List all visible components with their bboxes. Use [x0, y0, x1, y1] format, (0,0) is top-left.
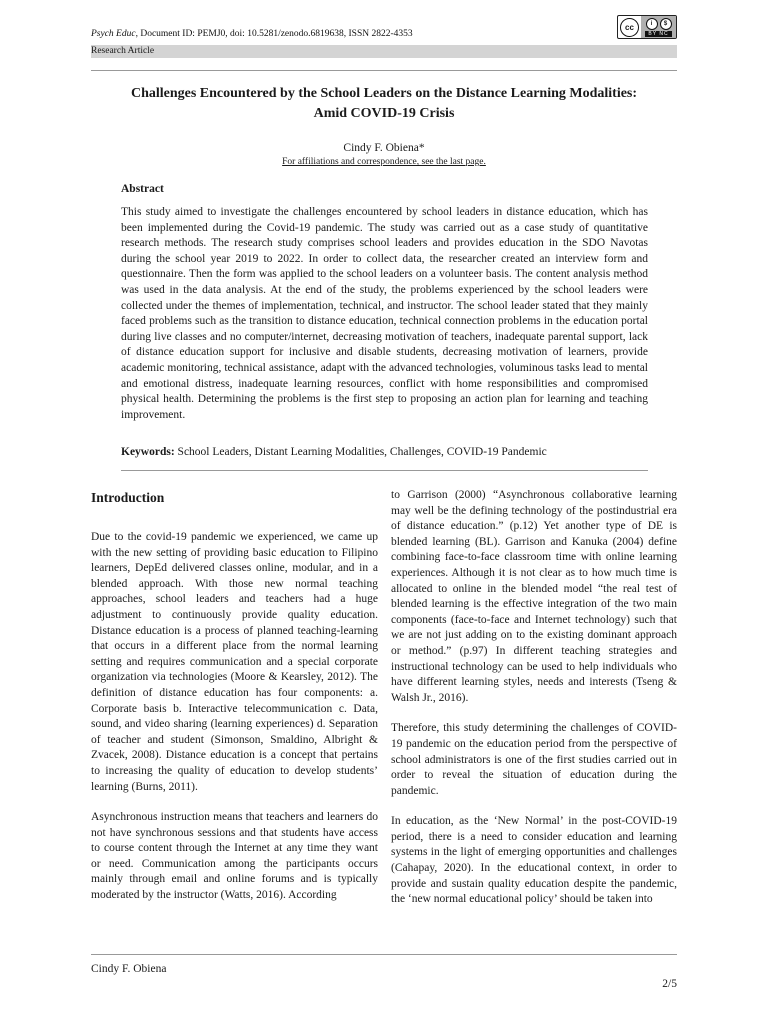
paragraph: Asynchronous instruction means that teachers and learners do not have synchronous sessions and that students have access to course content through the Internet at any time they want or need. Communication among the participants occurs mainly through email and online forums and is typically moderated by the instructor (Watts, 2016). According	[91, 811, 378, 902]
paper-title-line-2: Amid COVID-19 Crisis	[313, 106, 455, 121]
abstract-body: This study aimed to investigate the challenges encountered by school leaders in distance education, which has been implemented during the Covid-19 pandemic. The study was carried out as a case study of quantitative research methods. The research study comprises school leaders and provides education in the SDO Navotas during the school year 2019 to 2022. In order to collect data, the researcher created an interview form and questionnaire. Then the form was applied to the school leaders on a volunteer basis. The content analysis method was used in the data analysis. At the end of the study, the problems experienced by the school leaders were collected under the themes of implementation, technical, and instructor. The school leader stated that they mainly faced problems such as the transition to distance education, technical connection problems in the education portal during live classes and no computer/internet, decreasing motivation of teachers, inadequate parental support, lack of distance education support for inclusive and disable students, decreasing motivation of learners, provide academic monitoring, technical assistance, adapt with the advanced technologies, voluminous tasks lead to mental and emotional distress, inadequate learning resources, conflict with home responsibilities and compromised physical health. Determining the problems is the first step to proposing an action plan for learning and teaching improvement.	[121, 206, 648, 421]
journal-header	[91, 29, 413, 39]
article-type-bar	[91, 45, 677, 58]
right-column	[391, 488, 677, 923]
footer-author: Cindy F. Obiena	[91, 963, 167, 975]
noncommercial-icon: $	[660, 18, 672, 30]
header-divider	[91, 70, 677, 71]
paragraph: Due to the covid-19 pandemic we experienced, we came up with the new setting of providing basic education to Filipino learners, DepEd delivered classes online, modular, and in a blended approach. With those new normal teaching approaches, school leaders and teachers had a huge adjustment to continuously provide quality education. Distance education is a process of planned teaching-learning that occurs in a different place from the normal learning setting and requires communication and a special corporate organization via technologies (Moore & Kearsley, 2012). The definition of distance education has four components: a. Corporate basis b. Interactive telecommunication c. Data, sound, and video sharing (learning experiences) d. Separation of teacher and student (Simonson, Smaldino, Albright & Zvacek, 2008). Distance education is a concept that pertains to increasing the quality of education to develop students’ learning (Burns, 2011).	[91, 531, 378, 793]
page-number: 2/5	[662, 978, 677, 990]
cc-icon: cc	[620, 18, 639, 37]
abstract-divider	[121, 470, 648, 471]
journal-name: Psych Educ	[91, 29, 136, 39]
paper-title-line-1: Challenges Encountered by the School Leaders on the Distance Learning Modalities:	[130, 86, 638, 101]
affiliation-link[interactable]: For affiliations and correspondence, see the last page.	[282, 157, 486, 167]
cc-attribution-panel	[641, 16, 676, 38]
keywords	[121, 446, 661, 458]
attribution-person-icon: i	[646, 18, 658, 30]
footer-divider	[91, 954, 677, 955]
paragraph: to Garrison (2000) “Asynchronous collaborative learning may well be the defining technology of the postindustrial era of distance education.” (p.12) Yet another type of DE is blended learning (BL). Garrison and Kanuka (2004) define combining face-to-face classroom time with online learning experiences. Although it is not clear as to how much time is allocated to online in the blended model “the real test of blended learning is the effective integration of the two main components (face-to-face and Internet technology) such that we are not just adding on to the existing dominant approach or method.” (p.97) In different teaching strategies and instructional technology can be used to help individuals who have different learning styles, needs and interests (Tseng & Walsh Jr., 2016).	[391, 489, 677, 704]
abstract-heading: Abstract	[121, 183, 164, 195]
cc-terms-label: BY NC	[645, 31, 671, 37]
author-name: Cindy F. Obiena*	[343, 142, 425, 154]
left-column	[91, 530, 378, 919]
keywords-label: Keywords:	[121, 446, 175, 458]
paper-title	[91, 84, 677, 124]
article-type: Research Article	[91, 46, 155, 56]
paragraph: Therefore, this study determining the challenges of COVID-19 pandemic on the education period from the perspective of school administrators is one of the first studies carried out in order to reveal the situation of education during the pandemic.	[391, 722, 677, 797]
document-info: , Document ID: PEMJ0, doi: 10.5281/zenodo.6819638, ISSN 2822-4353	[135, 29, 413, 39]
section-heading-introduction: Introduction	[91, 490, 165, 505]
keywords-list: School Leaders, Distant Learning Modalities, Challenges, COVID-19 Pandemic	[174, 446, 547, 458]
cc-license-badge[interactable]	[617, 15, 677, 39]
paragraph: In education, as the ‘New Normal’ in the post-COVID-19 period, there is a need to consider education and learning systems in the light of emerging opportunities and challenges (Cahapay, 2020). In the educational context, in order to provide and sustain quality education despite the pandemic, the ‘new normal educational policy’ should be taken into	[391, 815, 677, 906]
